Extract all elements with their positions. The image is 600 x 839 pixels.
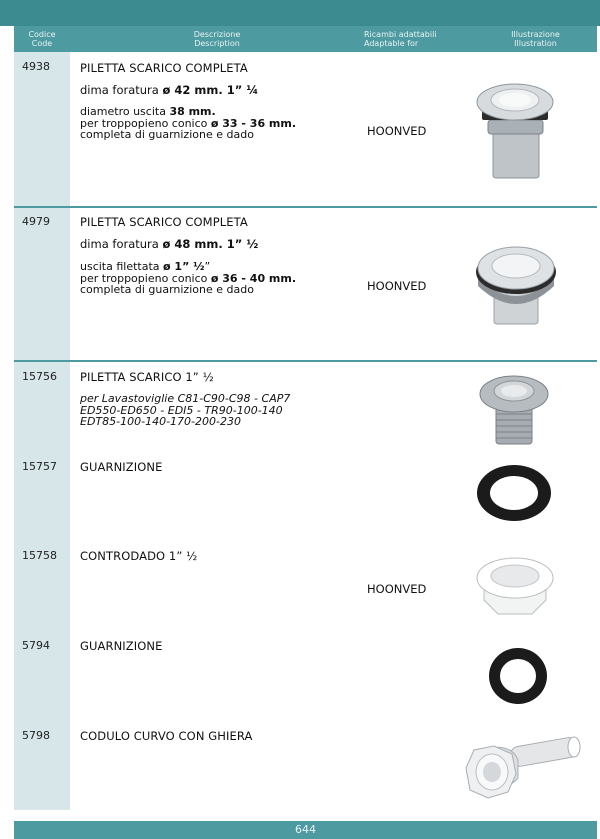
header-code-en: Code: [31, 39, 53, 48]
detail-line: completa di guarnizione e dado: [80, 283, 254, 296]
item-dima: [80, 237, 258, 251]
drain-fitting-icon: [470, 238, 562, 328]
item-title: CODULO CURVO CON GHIERA: [80, 729, 253, 743]
dima-value: ø 48 mm. 1” ½: [162, 237, 259, 251]
item-title: CONTRODADO 1” ½: [80, 549, 198, 563]
item-code: 15756: [22, 370, 57, 383]
item-title: PILETTA SCARICO COMPLETA: [80, 61, 248, 75]
header-ill-en: Illustration: [514, 39, 557, 48]
item-title: GUARNIZIONE: [80, 460, 163, 474]
header-adapt-it: Ricambi adattabili: [364, 30, 437, 39]
note-line: ED550-ED650 - EDI5 - TR90-100-140: [80, 403, 283, 417]
item-code: 4979: [22, 215, 50, 228]
item-title: PILETTA SCARICO 1” ½: [80, 370, 214, 384]
detail-value: 38 mm.: [169, 105, 216, 118]
item-adaptable: HOONVED: [367, 582, 427, 596]
item-details: [80, 261, 296, 296]
detail-prefix: uscita filettata: [80, 260, 164, 273]
header-adapt-en: Adaptable for: [364, 39, 419, 48]
header-code-it: Codice: [28, 30, 56, 39]
page-number: 644: [295, 823, 316, 836]
gasket-ring-small-icon: [486, 645, 550, 707]
gasket-ring-icon: [474, 461, 554, 525]
detail-suffix: ”: [204, 260, 211, 273]
item-title: GUARNIZIONE: [80, 639, 163, 653]
header-desc-it: Descrizione: [193, 30, 241, 39]
item-adaptable: HOONVED: [367, 279, 427, 293]
header-code: [14, 30, 70, 48]
lock-nut-icon: [474, 554, 556, 618]
detail-prefix: per troppopieno conico: [80, 271, 211, 285]
item-details: [80, 106, 296, 141]
detail-value: ø 1” ½: [163, 260, 205, 273]
item-code: 5798: [22, 729, 50, 742]
dima-prefix: dima foratura: [80, 83, 163, 97]
header-description: [72, 30, 362, 48]
detail-value: ø 33 - 36 mm.: [210, 116, 297, 130]
detail-prefix: per troppopieno conico: [80, 116, 211, 130]
item-title: PILETTA SCARICO COMPLETA: [80, 215, 248, 229]
header-adaptable: [364, 30, 464, 48]
drain-fitting-grey-icon: [476, 372, 552, 448]
item-compatibility-note: [80, 393, 290, 428]
row-separator: [14, 206, 597, 208]
item-adaptable: HOONVED: [367, 124, 427, 138]
dima-prefix: dima foratura: [80, 237, 163, 251]
code-column: [14, 52, 70, 810]
item-code: 5794: [22, 639, 50, 652]
detail-line: completa di guarnizione e dado: [80, 128, 254, 141]
elbow-pipe-icon: [458, 728, 582, 808]
note-line: per Lavastoviglie C81-C90-C98 - CAP7: [80, 392, 291, 405]
item-code: 15758: [22, 549, 57, 562]
note-line: EDT85-100-140-170-200-230: [80, 415, 241, 428]
table-header: [14, 26, 597, 52]
header-illustration: [474, 30, 597, 48]
footer-bar: [14, 821, 597, 839]
detail-value: ø 36 - 40 mm.: [210, 271, 297, 285]
item-code: 4938: [22, 60, 50, 73]
top-band: [0, 0, 600, 26]
header-ill-it: Illustrazione: [511, 30, 560, 39]
row-separator: [14, 360, 597, 362]
dima-value: ø 42 mm. 1” ¼: [162, 83, 259, 97]
drain-fitting-icon: [474, 78, 556, 182]
item-code: 15757: [22, 460, 57, 473]
detail-prefix: diametro uscita: [80, 105, 170, 118]
item-dima: [80, 83, 258, 97]
header-desc-en: Description: [194, 39, 240, 48]
